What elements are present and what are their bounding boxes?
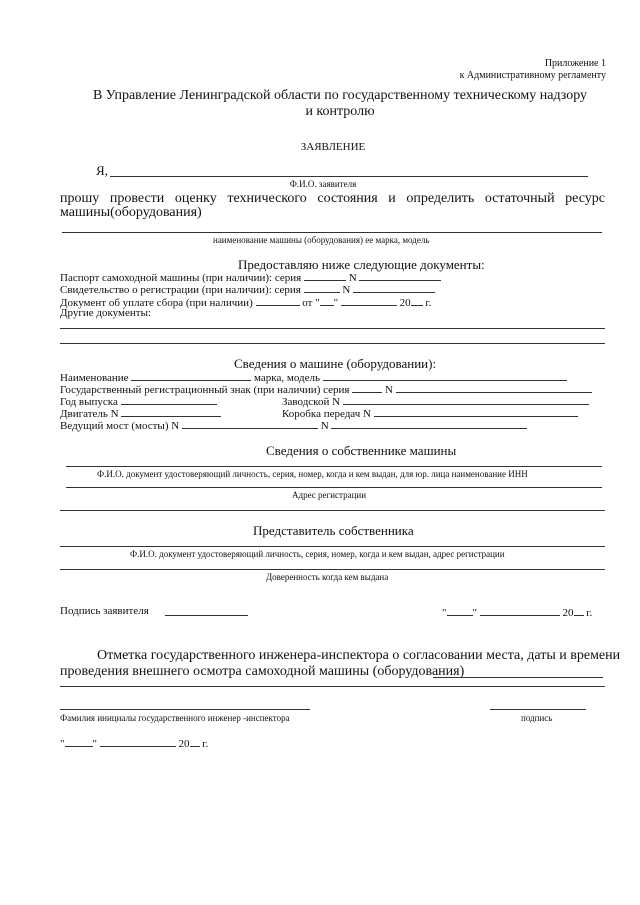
- machine-heading: Сведения о машине (оборудовании):: [234, 356, 437, 371]
- engine-input[interactable]: [121, 406, 221, 417]
- inspector-name-field[interactable]: [60, 709, 310, 710]
- machine-caption: наименование машины (оборудования) ее марка, модель: [213, 235, 430, 245]
- documents-heading: Предоставляю ниже следующие документы:: [238, 257, 485, 272]
- quote-close: ": [472, 607, 477, 619]
- year-text: Год выпуска: [60, 396, 118, 408]
- representative-heading: Представитель собственника: [253, 523, 414, 538]
- serial-input[interactable]: [343, 394, 589, 405]
- inspector-sign-caption: подпись: [521, 713, 553, 723]
- fee-doc-field[interactable]: [256, 295, 300, 306]
- fee-from: от ": [302, 297, 320, 309]
- inspector-note-line1: Отметка государственного инженера-инспектора о согласовании места, даты и времени: [97, 648, 621, 663]
- other-docs-label: Другие документы:: [60, 307, 152, 319]
- machine-name-input[interactable]: [131, 370, 251, 381]
- number-sign: N: [320, 420, 329, 432]
- representative-caption-2: Доверенность когда кем выдана: [266, 572, 389, 582]
- inspector-year-prefix: 20: [178, 738, 190, 750]
- fee-year-field[interactable]: [411, 295, 423, 306]
- signature-year-suffix: г.: [586, 607, 593, 619]
- number-sign: N: [342, 284, 351, 296]
- inspector-note-line2: проведения внешнего осмотра самоходной машины (оборудования): [60, 664, 465, 679]
- representative-caption-1: Ф.И.О. документ удостоверяющий личность, серия, номер, когда и кем выдан, адрес регистрации: [130, 549, 505, 559]
- signature-year-prefix: 20: [562, 607, 574, 619]
- signature-year-field[interactable]: [574, 605, 584, 616]
- signature-label: Подпись заявителя: [60, 605, 149, 617]
- owner-info-field-2[interactable]: [66, 487, 602, 488]
- other-docs-field-2[interactable]: [60, 343, 605, 344]
- inspector-day-field[interactable]: [65, 736, 93, 747]
- fee-label: Документ об уплате сбора (при наличии): [60, 297, 253, 309]
- number-sign: N: [348, 272, 357, 284]
- inspector-year-suffix: г.: [202, 738, 209, 750]
- owner-address-field[interactable]: [60, 510, 605, 511]
- applicant-name-field[interactable]: [110, 176, 588, 177]
- owner-caption-1: Ф.И.О. документ удостоверяющий личность, серия, номер, когда и кем выдан, для юр. лица наименование ИНН: [97, 469, 528, 479]
- inspector-note-field-2[interactable]: [60, 686, 605, 687]
- signature-date: [442, 605, 592, 619]
- axle-input-1[interactable]: [182, 418, 318, 429]
- gearbox-text: Коробка передач N: [282, 408, 371, 420]
- signature-month-field[interactable]: [480, 605, 560, 616]
- axle-input-2[interactable]: [331, 418, 527, 429]
- year-input[interactable]: [121, 394, 217, 405]
- machine-name-field[interactable]: [62, 232, 602, 233]
- passport-series-field[interactable]: [304, 270, 346, 281]
- passport-number-field[interactable]: [359, 270, 441, 281]
- plate-number-input[interactable]: [396, 382, 592, 393]
- inspector-sign-field[interactable]: [490, 709, 586, 710]
- machine-brand-label: марка, модель: [254, 372, 320, 384]
- inspector-month-field[interactable]: [100, 736, 176, 747]
- fee-year-suffix: г.: [425, 297, 432, 309]
- request-text-cont: машины(оборудования): [60, 205, 202, 220]
- inspector-note-field[interactable]: [433, 677, 603, 678]
- registration-row: [60, 282, 435, 296]
- fee-year-prefix: 20: [399, 297, 411, 309]
- inspector-name-caption: Фамилия инициалы государственного инженер -инспектора: [60, 713, 290, 723]
- gearbox-input[interactable]: [374, 406, 578, 417]
- inspector-date: [60, 736, 208, 750]
- signature-field[interactable]: [165, 615, 248, 616]
- applicant-caption: Ф.И.О. заявителя: [289, 179, 357, 189]
- passport-label: Паспорт самоходной машины (при наличии): серия: [60, 272, 302, 284]
- number-sign: N: [384, 384, 393, 396]
- representative-info-field[interactable]: [60, 546, 605, 547]
- addressee-line1: В Управление Ленинградской области по государственному техническому надзору: [92, 88, 588, 103]
- registration-series-field[interactable]: [304, 282, 340, 293]
- plate-series-input[interactable]: [352, 382, 382, 393]
- page-title: ЗАЯВЛЕНИЕ: [300, 141, 366, 153]
- machine-brand-input[interactable]: [323, 370, 567, 381]
- appendix-line2: к Административному регламенту: [459, 70, 606, 81]
- signature-day-field[interactable]: [447, 605, 473, 616]
- owner-caption-2: Адрес регистрации: [292, 490, 367, 500]
- fee-month-field[interactable]: [341, 295, 397, 306]
- fee-day-field[interactable]: [320, 295, 334, 306]
- serial-text: Заводской N: [282, 396, 341, 408]
- quote-close: ": [92, 738, 97, 750]
- addressee-line2: и контролю: [305, 104, 375, 119]
- quote-open: ": [60, 738, 65, 750]
- machine-name-label: Наименование: [60, 372, 129, 384]
- request-text: прошу провести оценку технического состояния и определить остаточный ресурс: [60, 191, 605, 206]
- fee-quote: ": [333, 297, 339, 309]
- engine-text: Двигатель N: [60, 408, 119, 420]
- other-docs-field-1[interactable]: [60, 328, 605, 329]
- quote-open: ": [442, 607, 447, 619]
- registration-number-field[interactable]: [353, 282, 435, 293]
- representative-proxy-field[interactable]: [60, 569, 605, 570]
- plate-label: Государственный регистрационный знак (при наличии) серия: [60, 384, 350, 396]
- owner-heading: Сведения о собственнике машины: [266, 443, 457, 458]
- owner-info-field[interactable]: [66, 466, 602, 467]
- appendix-line1: Приложение 1: [544, 58, 606, 69]
- registration-label: Свидетельство о регистрации (при наличии): серия: [60, 284, 301, 296]
- inspector-year-field[interactable]: [190, 736, 200, 747]
- applicant-prefix: Я,: [96, 163, 108, 178]
- axle-row: [60, 418, 527, 432]
- axle-label: Ведущий мост (мосты) N: [60, 420, 180, 432]
